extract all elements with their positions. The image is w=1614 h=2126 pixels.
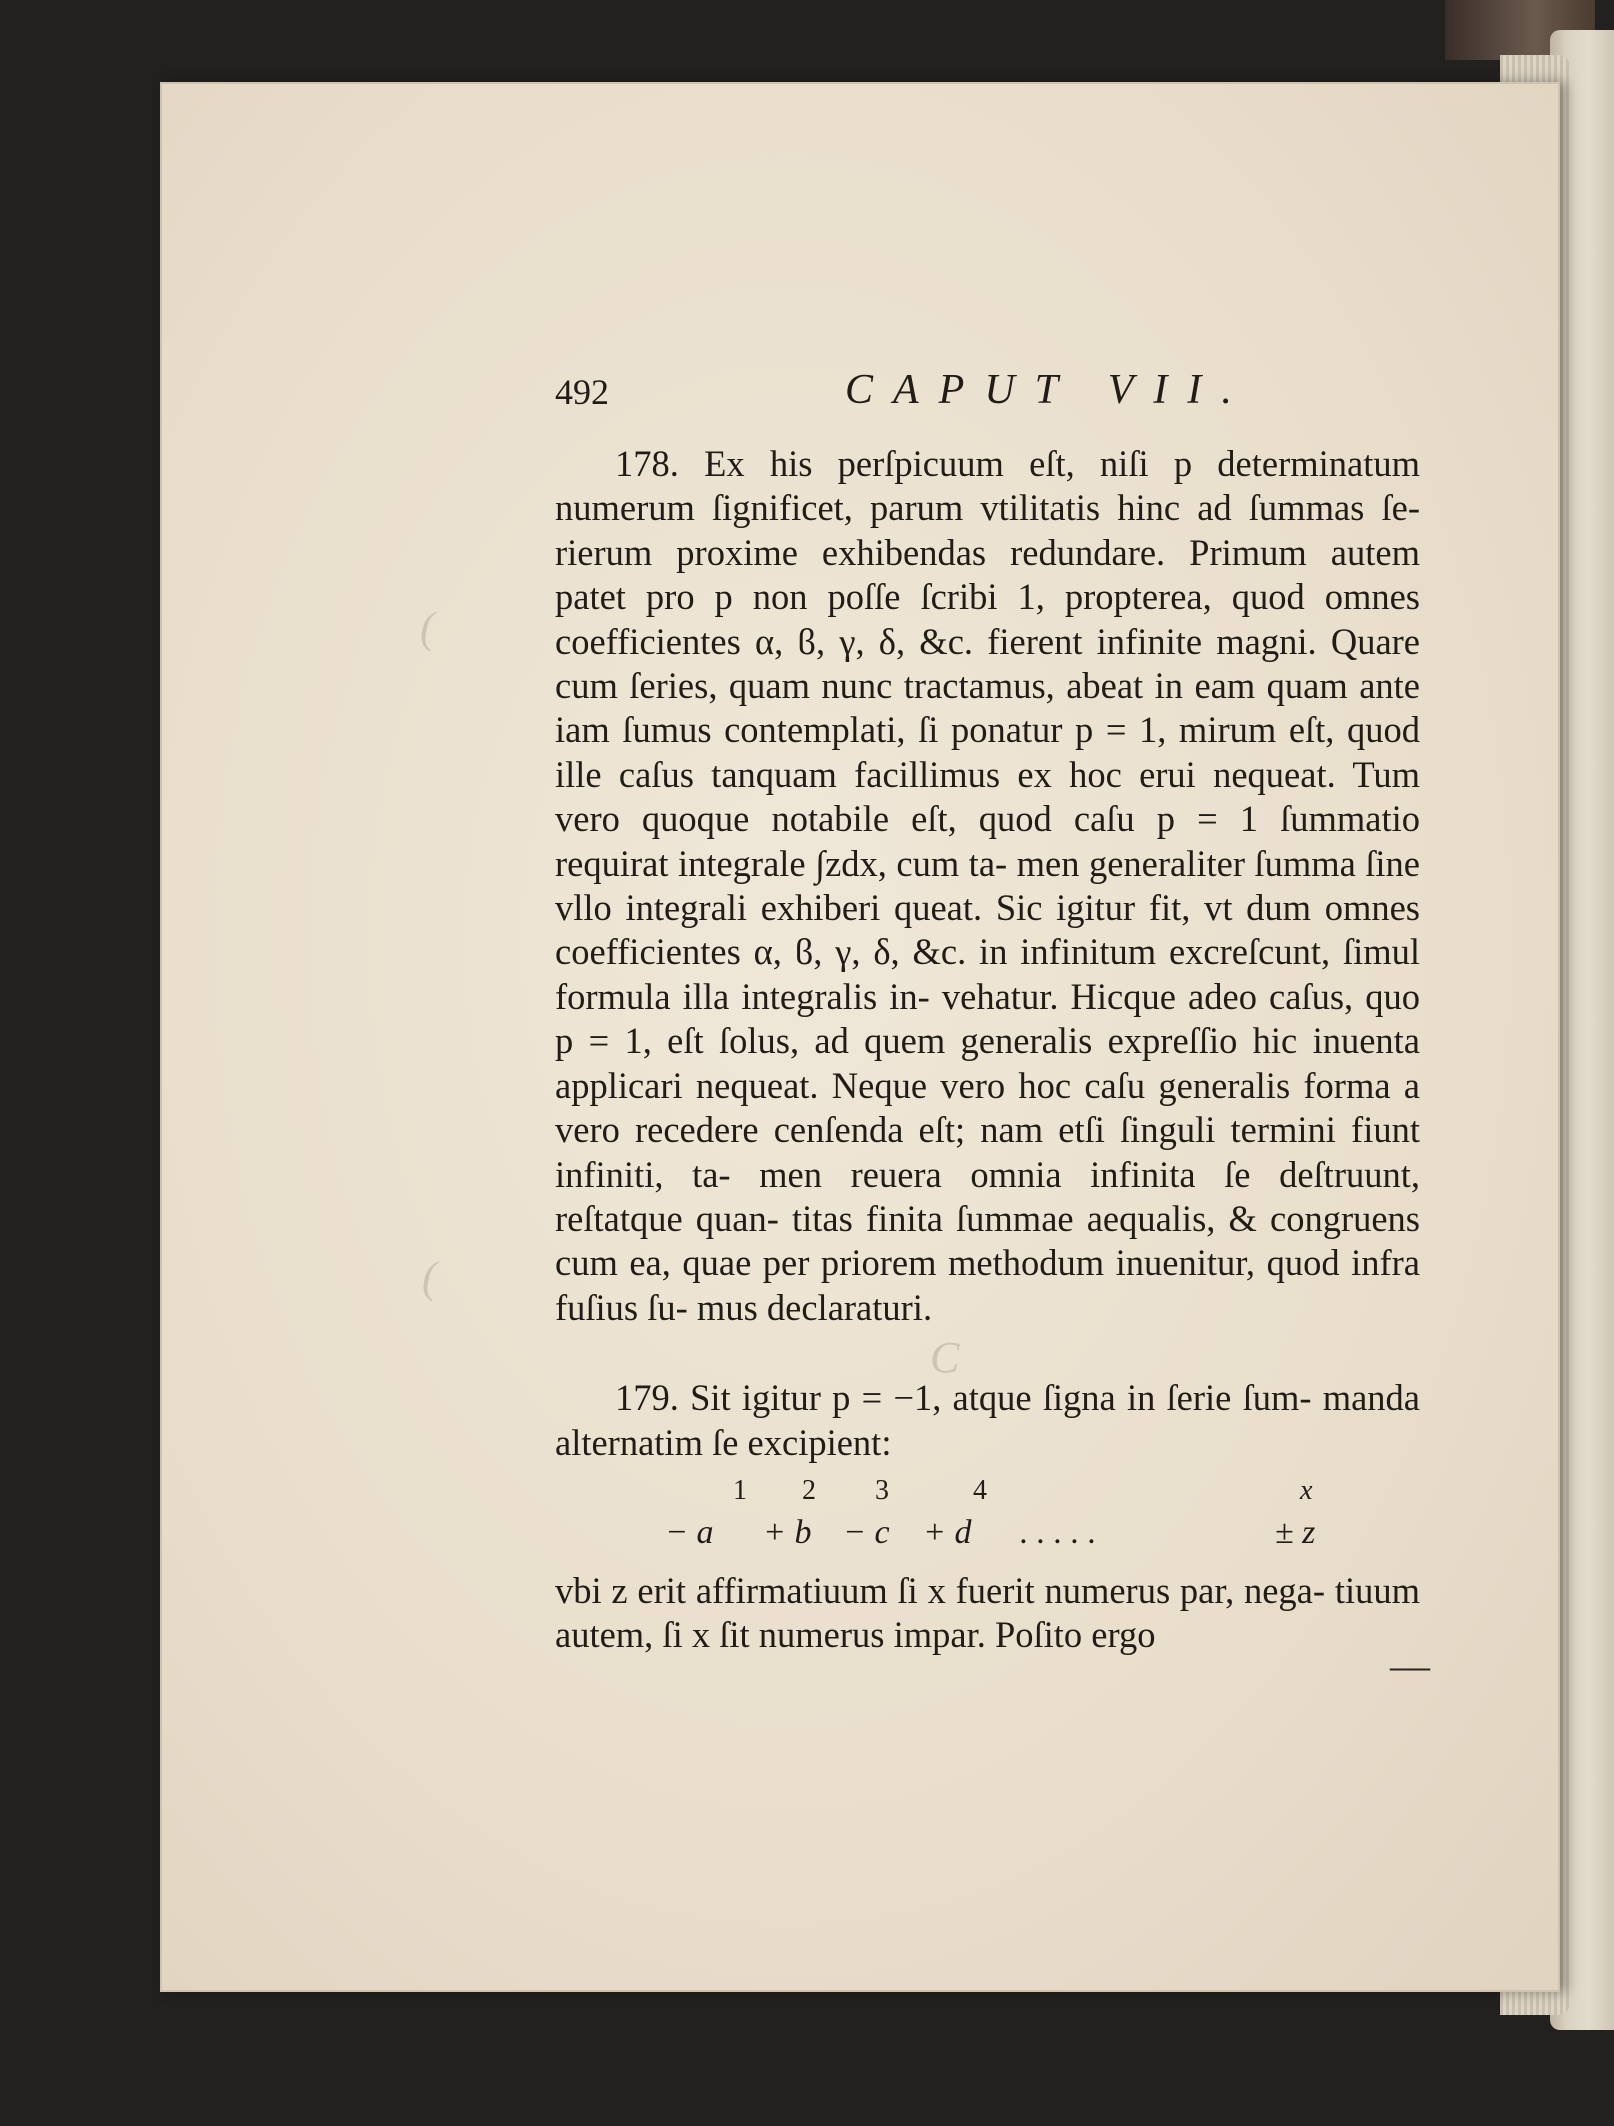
series-term: − a: [665, 1513, 714, 1551]
section-number: 178.: [615, 443, 679, 484]
series-index: 1: [733, 1474, 747, 1506]
series-index: 3: [875, 1474, 889, 1506]
bleed-through-mark: C: [930, 1333, 960, 1382]
series-index: x: [1300, 1474, 1313, 1506]
bleed-through-mark: (: [422, 1253, 437, 1302]
paragraph-text: vbi z erit affirmatiuum ſi x fuerit numerus par, nega- tiuum autem, ſi x ſit numerus impar. Poſito ergo: [555, 1569, 1420, 1656]
running-head: [555, 368, 1420, 428]
series-index: 4: [973, 1474, 987, 1506]
text-block: [555, 368, 1420, 1658]
series-term: . . . . .: [1020, 1513, 1097, 1551]
running-title: CAPUT VII.: [845, 367, 1252, 413]
paragraph-after-series: [555, 1569, 1420, 1658]
paragraph-text: Ex his perſpicuum eſt, niſi p determinatum numerum ſignificet, parum vtilitatis hinc ad ſummas ſe- rierum proxime exhibendas redundare. Primum autem patet pro p non poſſe ſcribi 1, propterea, quod omnes coefficientes α, ϐ, γ, δ, &c. fierent infinite magni. Quare cum ſeries, quam nunc tractamus, abeat in eam quam ante iam ſumus contemplati, ſi ponatur p = 1, mirum eſt, quod ille caſus tanquam facillimus ex hoc erui nequeat. Tum vero quoque notabile eſt, quod caſu p = 1 ſummatio requirat integrale ∫zdx, cum ta- men generaliter ſumma ſine vllo integrali exhiberi queat. Sic igitur fit, vt dum omnes coefficientes α, ϐ, γ, δ, &c. in infinitum excreſcunt, ſimul formula illa integralis in- vehatur. Hicque adeo caſus, quo p = 1, eſt ſolus, ad quem generalis expreſſio hic inuenta applicari nequeat. Neque vero hoc caſu generalis forma a vero recedere cenſenda eſt; nam etſi ſinguli termini fiunt infiniti, ta- men reuera omnia infinita ſe deſtruunt, reſtatque quan- titas finita ſummae aequalis, & congruens cum ea, quae per priorem methodum inuenitur, quod infra fuſius ſu- mus declaraturi.: [555, 443, 1421, 1328]
paragraph-text: Sit igitur p = −1, atque ſigna in ſerie ſum- manda alternatim ſe excipient:: [555, 1377, 1421, 1463]
catchword: —: [1390, 1643, 1430, 1688]
series-term: + b: [763, 1513, 812, 1551]
section-number: 179.: [615, 1377, 679, 1419]
paragraph-gap: [555, 1330, 1420, 1376]
paragraph-179: [555, 1376, 1420, 1465]
series-index: 2: [802, 1474, 816, 1506]
paragraph-178: [555, 442, 1420, 1330]
bleed-through-mark: (: [420, 603, 435, 652]
page-number: 492: [555, 372, 609, 412]
series-term: ± z: [1275, 1513, 1316, 1551]
series-term: + d: [923, 1513, 972, 1551]
series-term: − c: [843, 1513, 890, 1551]
series-formula: [555, 1469, 1420, 1569]
